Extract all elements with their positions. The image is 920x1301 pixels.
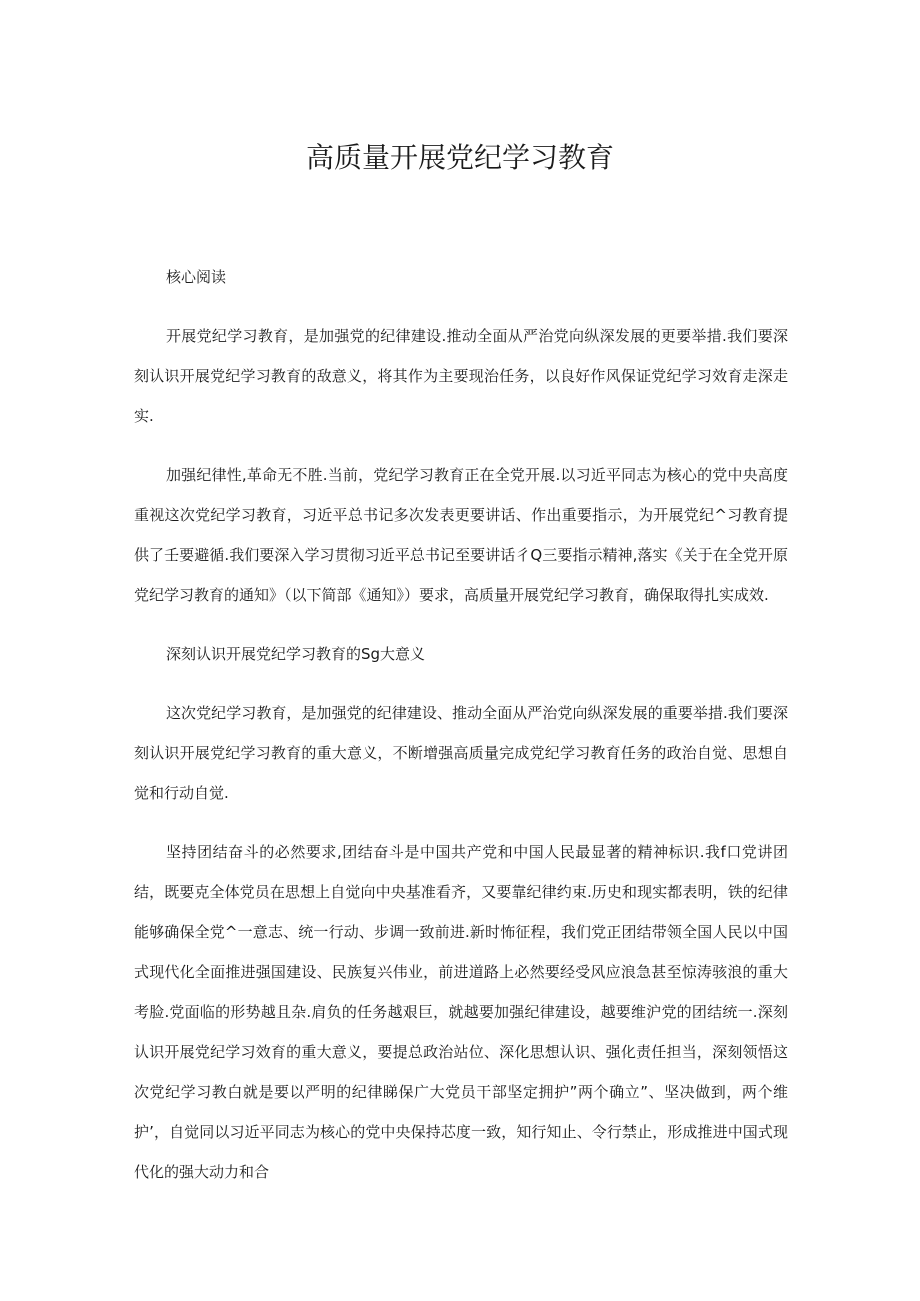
paragraph-significance: 这次党纪学习教育，是加强党的纪律建设、推动全面从严治党向纵深发展的重要举措.我们要深刻认识开展党纪学习教育的重大意义，不断增强高质量完成党纪学习教育任务的政治自觉、思想自觉和行动自觉.	[134, 704, 788, 802]
section-heading-core-reading: 核心阅读	[166, 268, 227, 286]
paragraph-discipline: 加强纪律性,革命无不胜.当前，党纪学习教育正在全党开展.以习近平同志为核心的党中央高度重视这次党纪学习教育，习近平总书记多次发表更要讲话、作出重要指示，为开展党纪^习教育提供了壬要避循.我们要深入学习贯彻习近平总书记至要讲话彳Q三要指示精神,落实《关于在全党开原党纪学习教育的通知》（以下简部《通知》）要求，高质量开展党纪学习教育，确保取得扎实成效.	[134, 466, 788, 604]
section-heading-significance: 深刻认识开展党纪学习教育的Sg大意义	[166, 645, 426, 663]
paragraph-unity: 坚持团结奋斗的必然要求,团结奋斗是中国共产党和中国人民最显著的精神标识.我f口党讲团结，既要克全体党员在思想上自觉向中央基准看齐，又要靠纪律约束.历史和现实都表明，铁的纪律能够确保全党^一意志、统一行动、步调一致前进.新时怖征程，我们党正团结带领全国人民以中国式现代化全面推进强国建设、民族复兴伟业，前进道路上必然要经受风应浪急甚至惊涛骇浪的重大考脸.党面临的形势越且杂.肩负的任务越艰巨，就越要加强纪律建设，越要维沪党的团结统一.深刻认识开展党纪学习效育的重大意义，要提总政治站位、深化思想认识、强化责任担当，深刻领悟这次党纪学习教白就是要以严明的纪律睇保广大党员干部坚定拥护”两个确立”、坚决做到，两个维护’，自觉同以习近平同志为核心的党中央保持芯度一致，知行知止、令行禁止，形成推进中国式现代化的强大动力和合	[134, 843, 788, 1181]
document-body	[134, 257, 788, 1192]
document-title: 高质量开展党纪学习教育	[305, 141, 614, 174]
paragraph-intro: 开展党纪学习教育，是加强党的纪律建设.推动全面从严治党向纵深发展的更要举措.我们要深刻认识开展党纪学习教育的敌意义，将其作为主要现治任务，以良好作风保证党纪学习效育走深走实.	[134, 327, 788, 425]
